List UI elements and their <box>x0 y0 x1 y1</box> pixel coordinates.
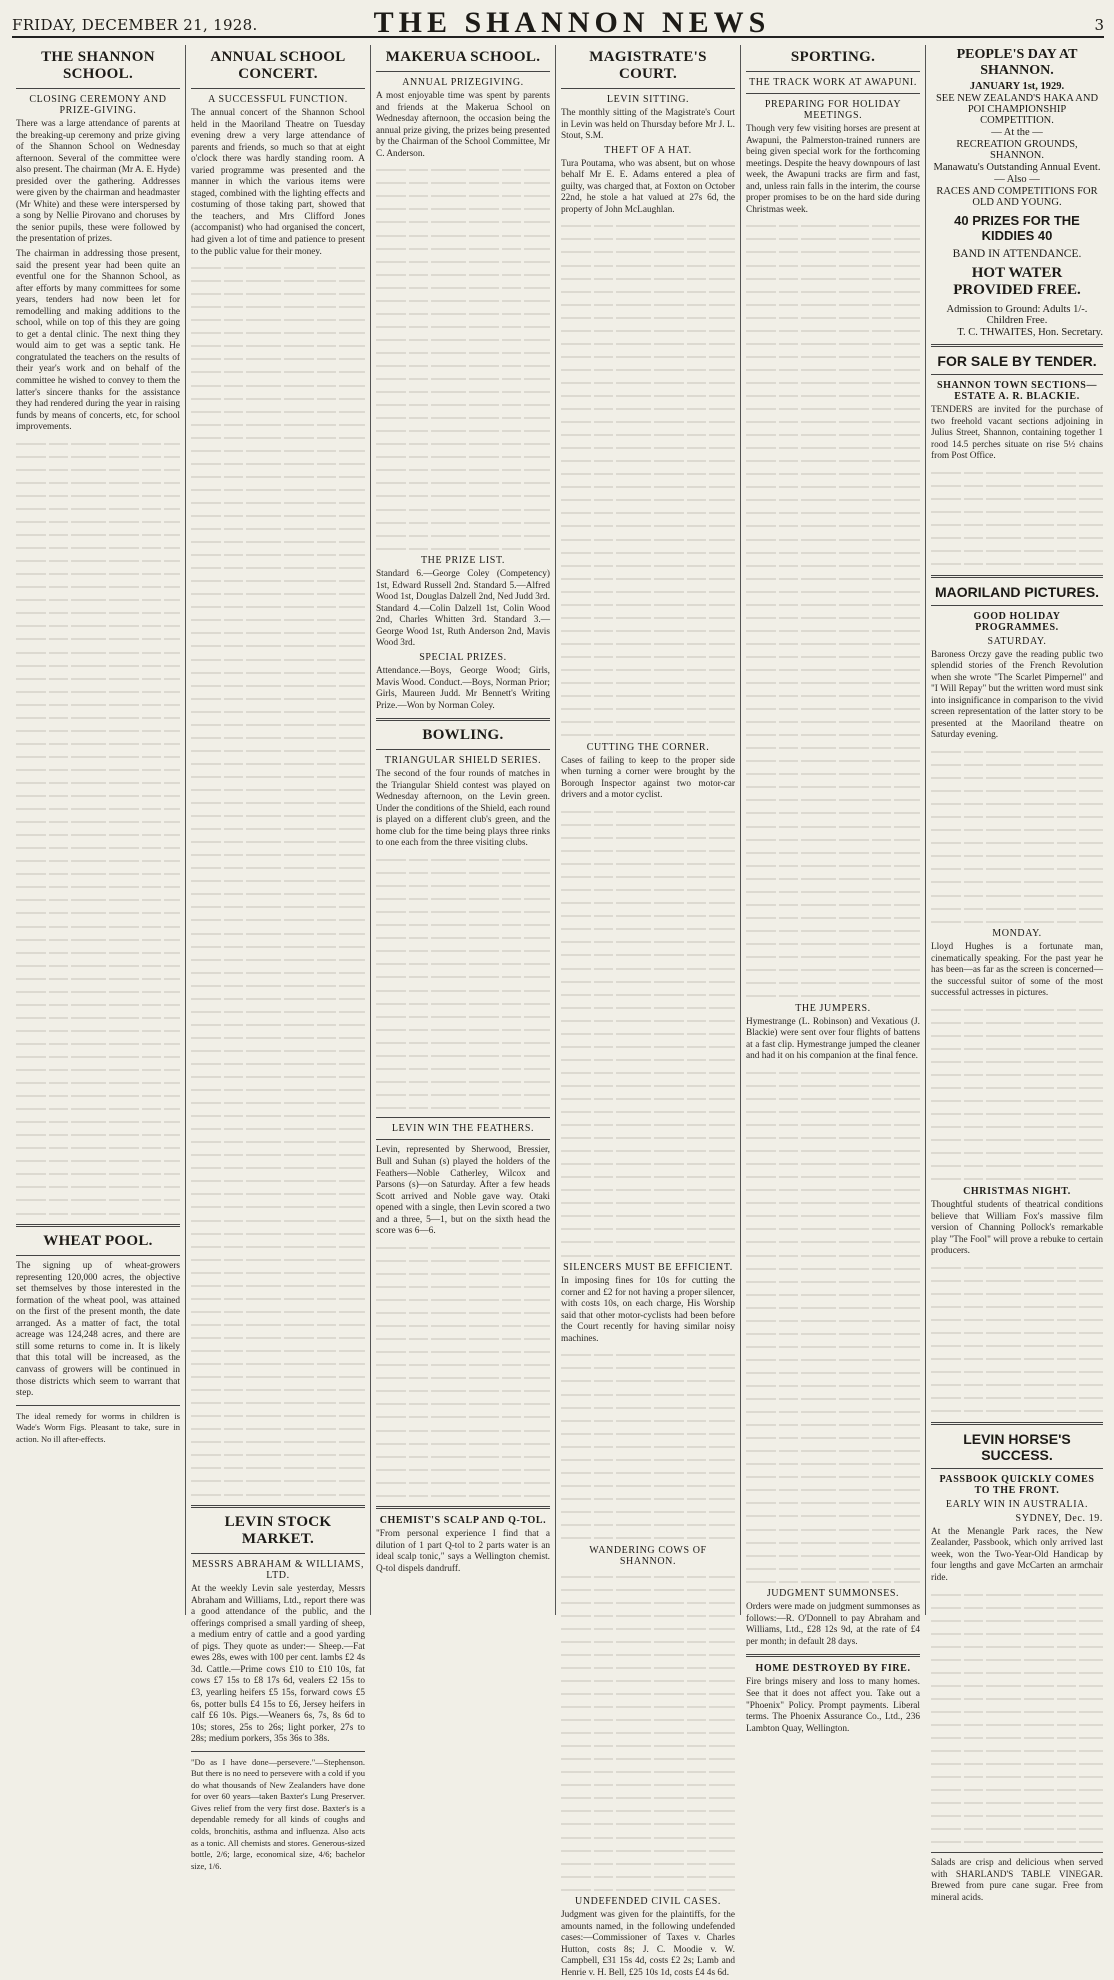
levin-horse-subhead: PASSBOOK QUICKLY COMES TO THE FRONT. <box>939 1473 1095 1496</box>
column-1 <box>12 45 184 1615</box>
maoriland-headline: MAORILAND PICTURES. <box>934 583 1100 600</box>
tender-article: TENDERS are invited for the purchase of two freehold vacant sections adjoining in Julius Street, Shannon, containing together 1 rood 14.5 perches situate on rise 5½ chains from Post Office. <box>931 405 1103 462</box>
makerua-school-headline: MAKERUA SCHOOL. <box>385 49 541 65</box>
judgment-article: Orders were made on judgment summonses as follows:—R. O'Donnell to pay Abraham and Williams, Ltd., £28 12s 9d, at the rate of £4 per month; in default 28 days. <box>746 1602 920 1647</box>
sporting-headline: SPORTING. <box>790 49 876 65</box>
column-rule <box>370 45 371 1615</box>
article-continuation <box>376 853 550 1112</box>
civil-cases-article: Judgment was given for the plaintiffs, for the amounts named, in the following undefended cases:—Commissioner of Taxes v. Charles Hutton, costs 8s; J. C. Moodie v. W. Campbell, £31 15s 4d, costs £2 2s; Lamb and Henrie v. H. Bell, £25 10s 1d, costs £4 4s 6d. <box>561 1910 735 1978</box>
monday-article: Lloyd Hughes is a fortunate man, cinematically speaking. For the past year he has been—as far as the screen is concerned—the successful suitor of some of the most successful actresses in pictures. <box>931 942 1103 999</box>
tender-headline: FOR SALE BY TENDER. <box>937 353 1097 369</box>
page-number: 3 <box>1094 16 1104 34</box>
jumpers-heading: THE JUMPERS. <box>795 1002 871 1014</box>
silencers-article: In imposing fines for 10s for cutting the corner and £2 for not having a proper silencer, with costs 10s, on each charge, His Worship said that other motor-cyclists had been before the Court recently for having similar noisy machines. <box>561 1276 735 1344</box>
prize-list-heading: THE PRIZE LIST. <box>420 555 506 567</box>
column-3 <box>372 45 554 1615</box>
special-prizes: Attendance.—Boys, George Wood; Girls, Mavis Wood. Conduct.—Boys, Norman Prior; Girls, Maureen Judd. Mr Bennett's Writing Prize.—Won by Norman Coley. <box>376 666 550 711</box>
peoples-day-water: HOT WATER PROVIDED FREE. <box>953 265 1081 298</box>
chemist-ad: "From personal experience I find that a dilution of 1 part Q-tol to 2 parts water is an ideal scalp tonic," says a Wellington chemist. Q-tol dispels dandruff. <box>376 1529 550 1574</box>
peoples-day-date: JANUARY 1st, 1929. <box>969 81 1065 92</box>
bowling-subhead: TRIANGULAR SHIELD SERIES. <box>384 755 542 767</box>
stock-market-article: At the weekly Levin sale yesterday, Messrs Abraham and Williams, Ltd., report there was a good attendance of the public, and the offerings comprised a small yarding of sheep, a medium entry of cattle and a good yarding of pigs. They quote as under:— Sheep.—Fat ewes 28s, ewes with 100 per cent. lambs £2 4s 3d. Cattle.—Prime cows £10 to £10 10s, fat cows £7 15s to £8 17s 6d, vealers £2 15s to £3, yearling heifers £5 15s, forward cows £5 6s, potter bulls £4 15s to £6, Jersey heifers in calf £6 10s. Pigs.—Weaners 6s, 7s, 8s 6d to 10s; stores, 25s to 26s; light porker, 27s to 28s; medium porkers, 35s 36s to 38s. <box>191 1584 365 1745</box>
article-continuation <box>561 1570 735 1895</box>
peoples-day-line-1: SEE NEW ZEALAND'S HAKA AND POI CHAMPIONSHIP COMPETITION. <box>935 93 1099 126</box>
newspaper-title: THE SHANNON NEWS <box>373 6 771 39</box>
article-continuation <box>191 261 365 1499</box>
baxters-ad: "Do as I have done—persevere."—Stephenson. But there is no need to persevere with a cold if you do what thousands of New Zealanders have done for over 60 years—taken Baxter's Lung Preserver. Gives relief from the very first dose. Baxter's is a dependable remedy for all kinds of coughs and colds, bronchitis, asthma and influenza. Also acts as a tonic. All chemists and stores. Generous-sized bottle, 2/6; large, economical size, 4/6; bachelor size, 1/6. <box>191 1756 365 1871</box>
court-article: The monthly sitting of the Magistrate's Court in Levin was held on Thursday before Mr J. L. Stout, S.M. <box>561 108 735 142</box>
peoples-day-band: BAND IN ATTENDANCE. <box>952 248 1082 260</box>
column-6 <box>927 45 1107 1903</box>
issue-date: FRIDAY, DECEMBER 21, 1928. <box>12 16 258 34</box>
levin-horse-subhead-2: EARLY WIN IN AUSTRALIA. <box>945 1498 1089 1510</box>
article-continuation <box>16 437 180 1218</box>
makerua-school-article: A most enjoyable time was spent by parents and friends at the Makerua School on Wednesday afternoon, the occasion being the annual prize giving, the prizes being presented by the Chairman of the School Committee, Mr C. Anderson. <box>376 91 550 159</box>
saturday-article: Baroness Orczy gave the reading public two splendid stories of the French Revolution when she wrote "The Scarlet Pimpernel" and "I Will Repay" but the written word must sink into insignificance in comparison to the vivid screen representation of the latter story to be presented at the Maoriland theatre on Saturday evening. <box>931 649 1103 741</box>
column-rule <box>185 45 186 1615</box>
peoples-day-secretary: T. C. THWAITES, Hon. Secretary. <box>957 327 1103 338</box>
article-continuation <box>931 1588 1103 1847</box>
article-continuation <box>376 163 550 553</box>
peoples-day-line-6: RACES AND COMPETITIONS FOR OLD AND YOUNG. <box>936 186 1098 208</box>
civil-cases-heading: UNDEFENDED CIVIL CASES. <box>575 1896 721 1908</box>
article-continuation <box>746 219 920 1000</box>
chemist-heading: CHEMIST'S SCALP AND Q-TOL. <box>379 1515 547 1527</box>
peoples-day-line-4: Manawatu's Outstanding Annual Event. <box>933 162 1101 173</box>
column-4 <box>557 45 739 1978</box>
peoples-day-headline: PEOPLE'S DAY AT SHANNON. <box>956 47 1078 78</box>
stock-market-headline: LEVIN STOCK MARKET. <box>224 1514 332 1548</box>
sporting-subhead-2: PREPARING FOR HOLIDAY MEETINGS. <box>764 99 902 121</box>
peoples-day-admission: Admission to Ground: Adults 1/-. Children Free. <box>946 304 1088 326</box>
column-5 <box>742 45 924 1734</box>
peoples-day-line-3: RECREATION GROUNDS, SHANNON. <box>956 139 1078 161</box>
wheat-pool-headline: WHEAT POOL. <box>43 1233 153 1250</box>
silencers-heading: SILENCERS MUST BE EFFICIENT. <box>563 1262 733 1274</box>
bowling-headline: BOWLING. <box>422 727 504 744</box>
maoriland-subhead: GOOD HOLIDAY PROGRAMMES. <box>973 610 1061 633</box>
judgment-heading: JUDGMENT SUMMONSES. <box>766 1588 900 1600</box>
prize-list: Standard 6.—George Coley (Competency) 1st, Edward Russell 2nd. Standard 5.—Alfred Wood 1st, Douglas Dalzell 2nd, Ned Judd 3rd. Standard 4.—Colin Dalzell 1st, Colin Wood 2nd, Charles Whitten 3rd. Standard 3.—George Wood 1st, Ruth Anderson 2nd, Mavis Wood 3rd. <box>376 569 550 649</box>
corner-article: Cases of failing to keep to the proper side when turning a corner were brought by the Borough Inspector against two motor-car drivers and a motor cyclist. <box>561 755 735 801</box>
article-continuation <box>931 1261 1103 1416</box>
sporting-article: Though very few visiting horses are present at Awapuni, the Palmerston-trained runners are being given special work for the forthcoming meetings. Despite the heavy downpours of last week, the Awapuni tracks are firm and fast, and, unless rain falls in the interim, the course proper promises to be on the hard side during Christmas week. <box>746 124 920 215</box>
article-continuation <box>931 745 1103 926</box>
shannon-school-headline: THE SHANNON SCHOOL. <box>41 49 155 82</box>
phoenix-ad: Fire brings misery and loss to many homes. See that it does not affect you. Take out a "Phoenix" Policy. Prompt payments. Liberal terms. The Phoenix Assurance Co., Ltd., 236 Lambton Quay, Wellington. <box>746 1677 920 1734</box>
monday-heading: MONDAY. <box>992 928 1042 940</box>
peoples-day-line-5: — Also — <box>994 174 1040 185</box>
feathers-article: Levin, represented by Sherwood, Bressier, Bull and Suhan (s) played the holders of the Feathers—Noble Catherley, Wilcox and Parsons (s)—on Saturday. After a few heads Scott arrived and Noble gave way. Otaki opened with a single, then Levin scored a two and a three, 5—1, but on the sixth head the score was 6—6. <box>376 1145 550 1237</box>
article-continuation <box>561 805 735 1260</box>
worm-figs-ad: The ideal remedy for worms in children is Wade's Worm Figs. Pleasant to take, sure in action. No ill after-effects. <box>16 1410 180 1444</box>
christmas-article: Thoughtful students of theatrical conditions believe that William Fox's massive film version of Channing Pollock's remarkable play "The Fool" will prove a rebuke to certain producers. <box>931 1200 1103 1257</box>
stock-market-subhead: MESSRS ABRAHAM & WILLIAMS, LTD. <box>191 1559 365 1582</box>
sporting-subhead: THE TRACK WORK AT AWAPUNI. <box>749 77 917 88</box>
article-continuation <box>561 1348 735 1542</box>
column-rule <box>925 45 926 1615</box>
court-headline: MAGISTRATE'S COURT. <box>589 49 707 82</box>
bowling-article: The second of the four rounds of matches in the Triangular Shield contest was played on Wednesday afternoon, on the Levin green. Under the conditions of the Shield, each round is played on a different club's green, and the home club for the time being plays three rinks to one each from the three visiting clubs. <box>376 769 550 849</box>
levin-horse-dateline: SYDNEY, Dec. 19. <box>1015 1512 1103 1524</box>
article-continuation <box>931 466 1103 569</box>
theft-article: Tura Poutama, who was absent, but on whose behalf Mr E. E. Adams entered a plea of guilty, was charged that, at Foxton on October 22nd, he stole a hat valued at 27s 6d, the property of John McLaughlan. <box>561 158 735 215</box>
article-continuation <box>376 1241 550 1500</box>
christmas-heading: CHRISTMAS NIGHT. <box>963 1186 1071 1198</box>
corner-heading: CUTTING THE CORNER. <box>586 741 710 753</box>
shannon-school-article-2: The chairman in addressing those present, said the present year had been quite an eventful one for the Shannon School, as after efforts by many committees for some years, tenders had now been let for remodelling and making additions to the school, while on top of this they are going to get a dental clinic. The next thing they would aim to get was a septic tank. He congratulated the teachers on the results of their year's work and on behalf of the committee he wished to convey to them the latter's sincere thanks for the assistance they had rendered during the year in raising funds by means of concerts, etc, for school improvements. <box>16 249 180 433</box>
shannon-school-article: There was a large attendance of parents at the breaking-up ceremony and prize giving of the Shannon School on Wednesday afternoon. Several of the committee were also present. The chairman (Mr A. E. Hyde) presided over the gathering. Addresses were given by the chairman and headmaster (Mr White) and these were interspersed by a song by Nellie Pirovano and choruses by the senior pupils, these were followed by the presentation of prizes. <box>16 119 180 245</box>
shannon-school-subhead: CLOSING CEREMONY AND PRIZE-GIVING. <box>29 94 167 116</box>
column-rule <box>555 45 556 1615</box>
wheat-pool-article: The signing up of wheat-growers representing 120,000 acres, the objective set themselves by those interested in the formation of the wheat pool, was attained on the first of the present month, the date arranged. As a matter of fact, the total acreage was 124,248 acres, and there are still some returns to come in. It is likely that this total will be increased, as the canvass of growers will be continued in those districts which seem to warrant that step. <box>16 1261 180 1399</box>
school-concert-subhead: A SUCCESSFUL FUNCTION. <box>208 94 348 105</box>
jumpers-article: Hymestrange (L. Robinson) and Vexatious (J. Blackie) were sent over four flights of battens at a fast clip. Hymestrange jumped the cleaner and had it on his companion at the final fence. <box>746 1016 920 1062</box>
saturday-heading: SATURDAY. <box>987 635 1047 647</box>
court-subhead: LEVIN SITTING. <box>606 94 690 105</box>
levin-horse-headline: LEVIN HORSE'S SUCCESS. <box>963 1430 1071 1463</box>
column-2 <box>187 45 369 1871</box>
cows-heading: WANDERING COWS OF SHANNON. <box>589 1544 707 1567</box>
school-concert-headline: ANNUAL SCHOOL CONCERT. <box>210 49 346 82</box>
fire-heading: HOME DESTROYED BY FIRE. <box>755 1663 911 1675</box>
theft-heading: THEFT OF A HAT. <box>604 144 692 156</box>
column-rule <box>740 45 741 1615</box>
special-prizes-heading: SPECIAL PRIZES. <box>419 652 507 664</box>
feathers-heading: LEVIN WIN THE FEATHERS. <box>391 1123 535 1135</box>
article-continuation <box>746 1066 920 1586</box>
school-concert-article: The annual concert of the Shannon School held in the Maoriland Theatre on Tuesday evening drew a very large attendance of parents and friends, so much so that at eight o'clock there was hardly standing room. A varied programme was presented and the manner in which the various items were staged, combined with the lighting effects and costuming of those taking part, showed that the teachers, and Mrs Clifford Jones (accompanist) who had organised the concert, had given a lot of time and patience to present to the public value for their money. <box>191 108 365 257</box>
tender-subhead: SHANNON TOWN SECTIONS—ESTATE A. R. BLACKIE. <box>936 380 1098 402</box>
article-continuation <box>931 1003 1103 1184</box>
sharlands-ad: Salads are crisp and delicious when served with SHARLAND'S TABLE VINEGAR. Brewed from pure cane sugar. Free from mineral acids. <box>931 1858 1103 1903</box>
article-continuation <box>561 219 735 739</box>
makerua-school-subhead: ANNUAL PRIZEGIVING. <box>402 77 524 88</box>
peoples-day-prizes: 40 PRIZES FOR THE KIDDIES 40 <box>954 213 1080 243</box>
levin-horse-article: At the Menangle Park races, the New Zealander, Passbook, which only arrived last week, won the Two-Year-Old Handicap by four lengths and gave McCarten an armchair ride. <box>931 1526 1103 1584</box>
peoples-day-line-2: — At the — <box>991 127 1043 138</box>
masthead <box>12 6 1104 38</box>
